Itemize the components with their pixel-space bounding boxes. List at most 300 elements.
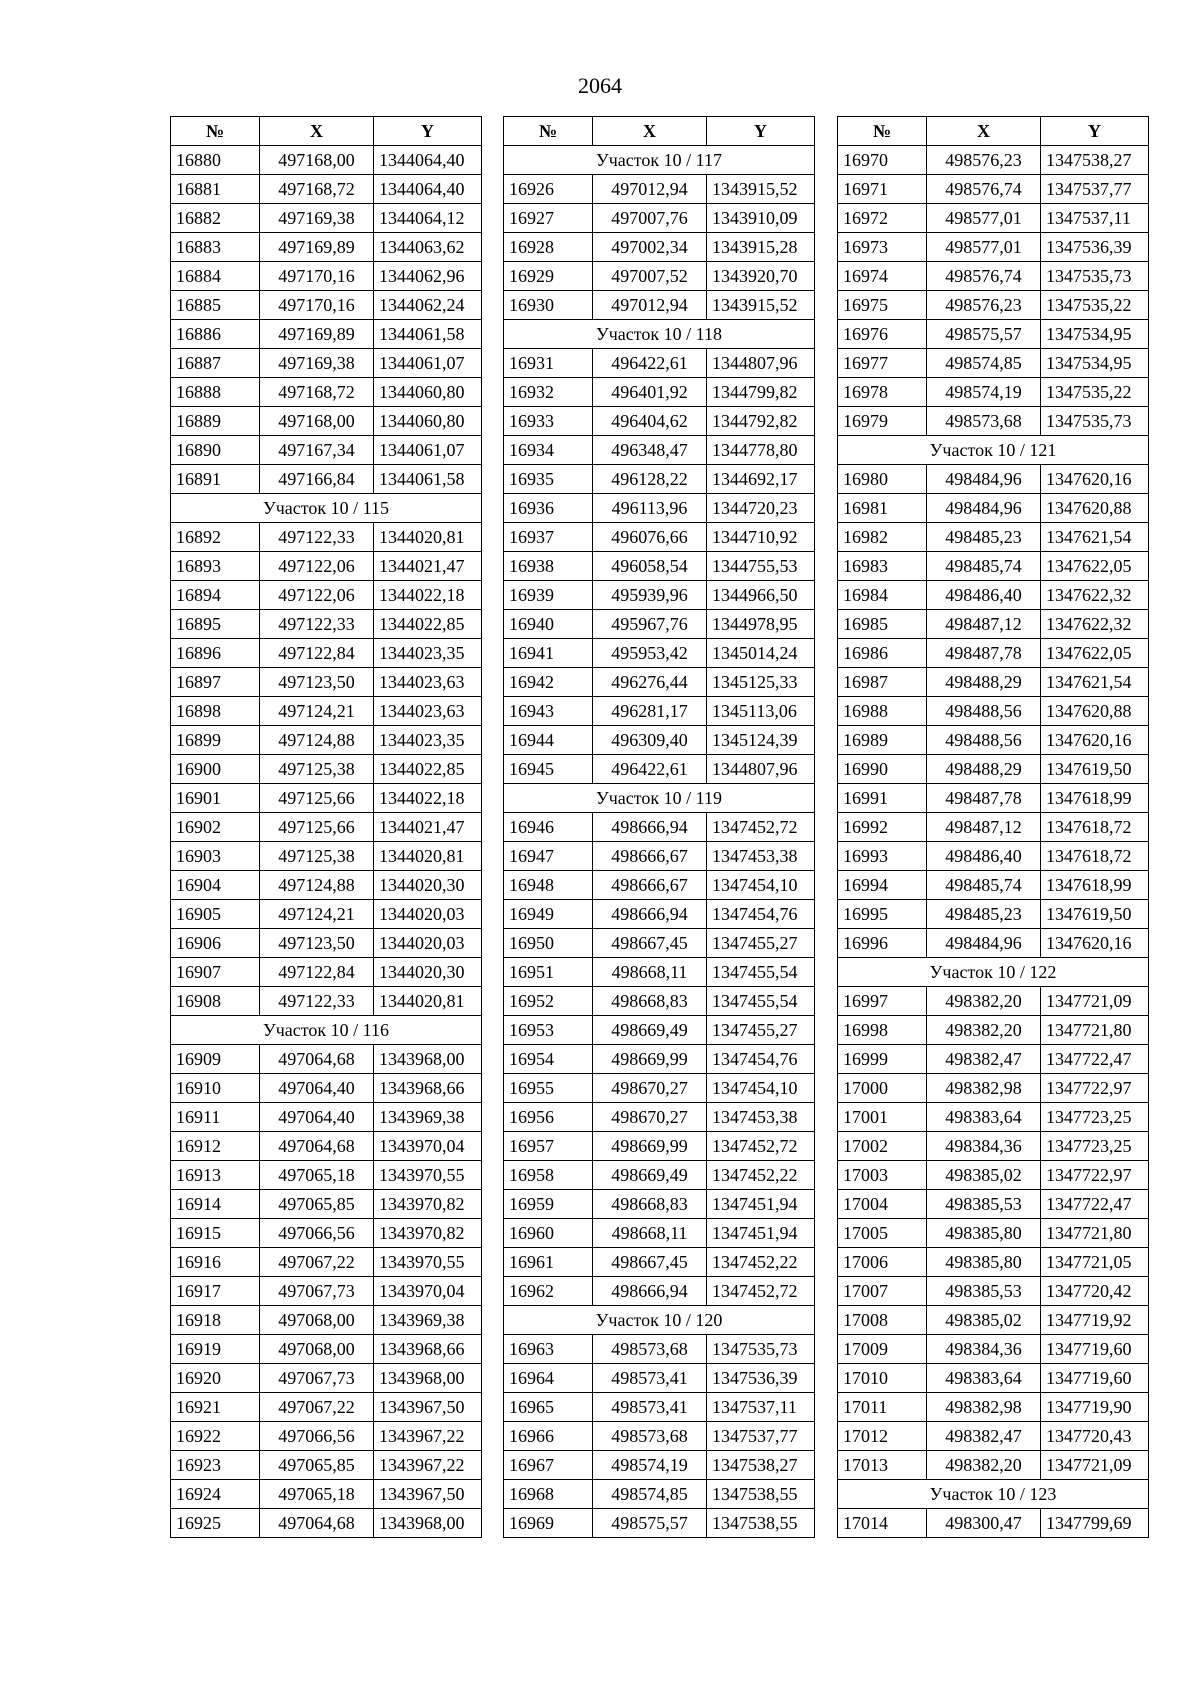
table-row	[504, 610, 815, 639]
table-row	[171, 1422, 482, 1451]
x-coordinate-cell: 498488,56	[927, 726, 1041, 755]
table-row	[838, 291, 1149, 320]
table-row	[504, 639, 815, 668]
y-coordinate-cell: 1344064,12	[374, 204, 482, 233]
x-coordinate-cell: 496422,61	[593, 755, 707, 784]
table-row	[171, 552, 482, 581]
point-number-cell: 16968	[504, 1480, 593, 1509]
y-coordinate-cell: 1344064,40	[374, 175, 482, 204]
point-number-cell: 16890	[171, 436, 260, 465]
y-coordinate-cell: 1347723,25	[1041, 1103, 1149, 1132]
y-coordinate-cell: 1343969,38	[374, 1103, 482, 1132]
y-coordinate-cell: 1347535,73	[1041, 407, 1149, 436]
point-number-cell: 16895	[171, 610, 260, 639]
x-coordinate-cell: 498487,12	[927, 610, 1041, 639]
table-row	[171, 581, 482, 610]
table-row	[504, 349, 815, 378]
y-coordinate-cell: 1344020,03	[374, 900, 482, 929]
point-number-cell: 16882	[171, 204, 260, 233]
y-coordinate-cell: 1347452,22	[707, 1248, 815, 1277]
x-coordinate-cell: 497125,66	[260, 784, 374, 813]
y-coordinate-cell: 1347454,76	[707, 1045, 815, 1074]
x-coordinate-cell: 497169,38	[260, 204, 374, 233]
point-number-cell: 17000	[838, 1074, 927, 1103]
x-coordinate-cell: 498575,57	[593, 1509, 707, 1538]
point-number-cell: 16986	[838, 639, 927, 668]
point-number-cell: 16988	[838, 697, 927, 726]
point-number-cell: 16913	[171, 1161, 260, 1190]
table-row	[171, 1306, 482, 1335]
y-coordinate-cell: 1344020,81	[374, 523, 482, 552]
header-y: Y	[1041, 117, 1149, 146]
point-number-cell: 16944	[504, 726, 593, 755]
x-coordinate-cell: 498576,74	[927, 262, 1041, 291]
x-coordinate-cell: 496422,61	[593, 349, 707, 378]
point-number-cell: 16943	[504, 697, 593, 726]
table-row	[504, 958, 815, 987]
table-row	[171, 291, 482, 320]
y-coordinate-cell: 1347454,76	[707, 900, 815, 929]
point-number-cell: 17005	[838, 1219, 927, 1248]
y-coordinate-cell: 1344710,92	[707, 523, 815, 552]
point-number-cell: 16900	[171, 755, 260, 784]
x-coordinate-cell: 497168,00	[260, 146, 374, 175]
point-number-cell: 16924	[171, 1480, 260, 1509]
x-coordinate-cell: 498385,80	[927, 1219, 1041, 1248]
x-coordinate-cell: 498484,96	[927, 494, 1041, 523]
table-row	[838, 146, 1149, 175]
y-coordinate-cell: 1343970,55	[374, 1161, 482, 1190]
point-number-cell: 16908	[171, 987, 260, 1016]
y-coordinate-cell: 1347720,42	[1041, 1277, 1149, 1306]
section-row	[504, 320, 815, 349]
point-number-cell: 16887	[171, 349, 260, 378]
x-coordinate-cell: 498487,78	[927, 784, 1041, 813]
table-row	[838, 465, 1149, 494]
table-row	[838, 784, 1149, 813]
header-y: Y	[374, 117, 482, 146]
y-coordinate-cell: 1344022,85	[374, 755, 482, 784]
x-coordinate-cell: 497066,56	[260, 1422, 374, 1451]
table-row	[504, 1335, 815, 1364]
x-coordinate-cell: 498382,20	[927, 987, 1041, 1016]
table-row	[171, 610, 482, 639]
y-coordinate-cell: 1347721,05	[1041, 1248, 1149, 1277]
x-coordinate-cell: 498669,99	[593, 1132, 707, 1161]
y-coordinate-cell: 1343970,04	[374, 1132, 482, 1161]
y-coordinate-cell: 1344023,35	[374, 726, 482, 755]
table-row	[171, 1132, 482, 1161]
y-coordinate-cell: 1347454,10	[707, 871, 815, 900]
point-number-cell: 16922	[171, 1422, 260, 1451]
y-coordinate-cell: 1347620,88	[1041, 697, 1149, 726]
table-row	[171, 755, 482, 784]
x-coordinate-cell: 498666,67	[593, 871, 707, 900]
y-coordinate-cell: 1344020,30	[374, 871, 482, 900]
x-coordinate-cell: 498574,19	[593, 1451, 707, 1480]
x-coordinate-cell: 497065,18	[260, 1161, 374, 1190]
x-coordinate-cell: 498666,67	[593, 842, 707, 871]
table-row	[171, 987, 482, 1016]
coordinates-table-1	[170, 116, 482, 1538]
table-row	[838, 552, 1149, 581]
point-number-cell: 16927	[504, 204, 593, 233]
point-number-cell: 16928	[504, 233, 593, 262]
x-coordinate-cell: 498669,99	[593, 1045, 707, 1074]
table-row	[838, 1190, 1149, 1219]
y-coordinate-cell: 1344061,07	[374, 436, 482, 465]
table-row	[838, 320, 1149, 349]
y-coordinate-cell: 1347622,05	[1041, 552, 1149, 581]
x-coordinate-cell: 497123,50	[260, 929, 374, 958]
x-coordinate-cell: 498668,11	[593, 1219, 707, 1248]
table-row	[171, 1393, 482, 1422]
x-coordinate-cell: 497064,68	[260, 1045, 374, 1074]
header-y: Y	[707, 117, 815, 146]
x-coordinate-cell: 497064,40	[260, 1103, 374, 1132]
table-row	[504, 1132, 815, 1161]
point-number-cell: 16949	[504, 900, 593, 929]
table-row	[838, 349, 1149, 378]
table-row	[504, 871, 815, 900]
section-title: Участок 10 / 121	[838, 436, 1149, 465]
x-coordinate-cell: 498666,94	[593, 813, 707, 842]
table-row	[171, 871, 482, 900]
table-row	[171, 1190, 482, 1219]
point-number-cell: 16962	[504, 1277, 593, 1306]
point-number-cell: 17001	[838, 1103, 927, 1132]
point-number-cell: 16894	[171, 581, 260, 610]
x-coordinate-cell: 498488,29	[927, 755, 1041, 784]
table-row	[171, 523, 482, 552]
table-row	[504, 842, 815, 871]
point-number-cell: 16954	[504, 1045, 593, 1074]
table-row	[171, 378, 482, 407]
point-number-cell: 16987	[838, 668, 927, 697]
point-number-cell: 16919	[171, 1335, 260, 1364]
point-number-cell: 16974	[838, 262, 927, 291]
x-coordinate-cell: 497124,88	[260, 871, 374, 900]
x-coordinate-cell: 496128,22	[593, 465, 707, 494]
x-coordinate-cell: 497169,38	[260, 349, 374, 378]
x-coordinate-cell: 498382,47	[927, 1045, 1041, 1074]
point-number-cell: 17007	[838, 1277, 927, 1306]
y-coordinate-cell: 1344778,80	[707, 436, 815, 465]
point-number-cell: 16978	[838, 378, 927, 407]
point-number-cell: 16897	[171, 668, 260, 697]
y-coordinate-cell: 1347722,97	[1041, 1074, 1149, 1103]
point-number-cell: 16963	[504, 1335, 593, 1364]
point-number-cell: 16945	[504, 755, 593, 784]
x-coordinate-cell: 497125,66	[260, 813, 374, 842]
x-coordinate-cell: 497168,72	[260, 378, 374, 407]
point-number-cell: 17006	[838, 1248, 927, 1277]
y-coordinate-cell: 1344792,82	[707, 407, 815, 436]
table-row	[504, 523, 815, 552]
table-row	[838, 929, 1149, 958]
y-coordinate-cell: 1344062,24	[374, 291, 482, 320]
point-number-cell: 16914	[171, 1190, 260, 1219]
y-coordinate-cell: 1347455,54	[707, 987, 815, 1016]
table-row	[504, 1045, 815, 1074]
x-coordinate-cell: 496401,92	[593, 378, 707, 407]
y-coordinate-cell: 1344063,62	[374, 233, 482, 262]
y-coordinate-cell: 1344062,96	[374, 262, 482, 291]
x-coordinate-cell: 498485,74	[927, 871, 1041, 900]
table-row	[838, 262, 1149, 291]
x-coordinate-cell: 498573,41	[593, 1393, 707, 1422]
table-row	[504, 1277, 815, 1306]
x-coordinate-cell: 498574,85	[927, 349, 1041, 378]
table-row	[838, 1161, 1149, 1190]
x-coordinate-cell: 498666,94	[593, 1277, 707, 1306]
table-row	[838, 1016, 1149, 1045]
x-coordinate-cell: 498667,45	[593, 929, 707, 958]
table-row	[504, 1451, 815, 1480]
table-row	[838, 1393, 1149, 1422]
table-row	[838, 204, 1149, 233]
point-number-cell: 16980	[838, 465, 927, 494]
y-coordinate-cell: 1347537,11	[1041, 204, 1149, 233]
x-coordinate-cell: 497067,22	[260, 1393, 374, 1422]
point-number-cell: 16912	[171, 1132, 260, 1161]
y-coordinate-cell: 1347719,90	[1041, 1393, 1149, 1422]
point-number-cell: 16916	[171, 1248, 260, 1277]
coordinates-table-3	[837, 116, 1149, 1538]
y-coordinate-cell: 1343968,00	[374, 1509, 482, 1538]
point-number-cell: 16970	[838, 146, 927, 175]
point-number-cell: 16893	[171, 552, 260, 581]
x-coordinate-cell: 498573,68	[593, 1422, 707, 1451]
point-number-cell: 16917	[171, 1277, 260, 1306]
x-coordinate-cell: 498488,56	[927, 697, 1041, 726]
table-row	[504, 668, 815, 697]
point-number-cell: 16906	[171, 929, 260, 958]
table-row	[838, 175, 1149, 204]
point-number-cell: 17013	[838, 1451, 927, 1480]
point-number-cell: 16965	[504, 1393, 593, 1422]
y-coordinate-cell: 1345113,06	[707, 697, 815, 726]
table-row	[171, 233, 482, 262]
point-number-cell: 16920	[171, 1364, 260, 1393]
y-coordinate-cell: 1344023,63	[374, 668, 482, 697]
table-row	[171, 784, 482, 813]
y-coordinate-cell: 1347618,72	[1041, 813, 1149, 842]
y-coordinate-cell: 1347538,27	[707, 1451, 815, 1480]
y-coordinate-cell: 1347451,94	[707, 1190, 815, 1219]
table-row	[838, 842, 1149, 871]
x-coordinate-cell: 498573,68	[927, 407, 1041, 436]
table-row	[171, 639, 482, 668]
x-coordinate-cell: 498666,94	[593, 900, 707, 929]
x-coordinate-cell: 498486,40	[927, 581, 1041, 610]
x-coordinate-cell: 498575,57	[927, 320, 1041, 349]
x-coordinate-cell: 498384,36	[927, 1335, 1041, 1364]
point-number-cell: 17011	[838, 1393, 927, 1422]
x-coordinate-cell: 498577,01	[927, 204, 1041, 233]
table-row	[504, 291, 815, 320]
table-row	[504, 436, 815, 465]
x-coordinate-cell: 497065,85	[260, 1451, 374, 1480]
table-row	[171, 1045, 482, 1074]
point-number-cell: 17009	[838, 1335, 927, 1364]
y-coordinate-cell: 1347452,72	[707, 1132, 815, 1161]
point-number-cell: 16931	[504, 349, 593, 378]
point-number-cell: 16996	[838, 929, 927, 958]
y-coordinate-cell: 1347618,99	[1041, 871, 1149, 900]
point-number-cell: 16888	[171, 378, 260, 407]
point-number-cell: 16999	[838, 1045, 927, 1074]
coordinates-table-2	[503, 116, 815, 1538]
point-number-cell: 16967	[504, 1451, 593, 1480]
x-coordinate-cell: 498670,27	[593, 1074, 707, 1103]
table-row	[504, 1016, 815, 1045]
table-row	[504, 1103, 815, 1132]
x-coordinate-cell: 498382,20	[927, 1016, 1041, 1045]
y-coordinate-cell: 1344022,85	[374, 610, 482, 639]
point-number-cell: 16930	[504, 291, 593, 320]
table-row	[838, 581, 1149, 610]
x-coordinate-cell: 498382,98	[927, 1074, 1041, 1103]
y-coordinate-cell: 1344807,96	[707, 349, 815, 378]
x-coordinate-cell: 495967,76	[593, 610, 707, 639]
point-number-cell: 16896	[171, 639, 260, 668]
point-number-cell: 16992	[838, 813, 927, 842]
point-number-cell: 16904	[171, 871, 260, 900]
table-row	[504, 1161, 815, 1190]
point-number-cell: 16940	[504, 610, 593, 639]
point-number-cell: 16982	[838, 523, 927, 552]
point-number-cell: 16939	[504, 581, 593, 610]
x-coordinate-cell: 497166,84	[260, 465, 374, 494]
x-coordinate-cell: 498667,45	[593, 1248, 707, 1277]
point-number-cell: 16948	[504, 871, 593, 900]
y-coordinate-cell: 1344020,81	[374, 987, 482, 1016]
y-coordinate-cell: 1347721,80	[1041, 1016, 1149, 1045]
table-row	[504, 726, 815, 755]
header-number: №	[171, 117, 260, 146]
table-row	[171, 407, 482, 436]
point-number-cell: 16966	[504, 1422, 593, 1451]
y-coordinate-cell: 1347537,77	[1041, 175, 1149, 204]
table-row	[838, 871, 1149, 900]
x-coordinate-cell: 498485,23	[927, 900, 1041, 929]
x-coordinate-cell: 498487,12	[927, 813, 1041, 842]
point-number-cell: 16905	[171, 900, 260, 929]
y-coordinate-cell: 1344061,58	[374, 465, 482, 494]
point-number-cell: 16941	[504, 639, 593, 668]
x-coordinate-cell: 497012,94	[593, 291, 707, 320]
x-coordinate-cell: 498385,02	[927, 1161, 1041, 1190]
y-coordinate-cell: 1343968,00	[374, 1045, 482, 1074]
page-number: 2064	[578, 73, 622, 98]
table-row	[171, 900, 482, 929]
table-row	[504, 1364, 815, 1393]
y-coordinate-cell: 1344060,80	[374, 407, 482, 436]
table-row	[838, 610, 1149, 639]
x-coordinate-cell: 498488,29	[927, 668, 1041, 697]
x-coordinate-cell: 497007,52	[593, 262, 707, 291]
point-number-cell: 16932	[504, 378, 593, 407]
point-number-cell: 16956	[504, 1103, 593, 1132]
y-coordinate-cell: 1347455,27	[707, 1016, 815, 1045]
table-row	[504, 494, 815, 523]
y-coordinate-cell: 1344807,96	[707, 755, 815, 784]
section-title: Участок 10 / 119	[504, 784, 815, 813]
point-number-cell: 17002	[838, 1132, 927, 1161]
table-row	[171, 813, 482, 842]
table-row	[504, 175, 815, 204]
x-coordinate-cell: 498487,78	[927, 639, 1041, 668]
x-coordinate-cell: 497122,33	[260, 610, 374, 639]
point-number-cell: 16947	[504, 842, 593, 871]
y-coordinate-cell: 1347622,05	[1041, 639, 1149, 668]
section-row	[504, 1306, 815, 1335]
x-coordinate-cell: 497067,73	[260, 1277, 374, 1306]
table-row	[838, 1074, 1149, 1103]
x-coordinate-cell: 495939,96	[593, 581, 707, 610]
y-coordinate-cell: 1344966,50	[707, 581, 815, 610]
section-title: Участок 10 / 120	[504, 1306, 815, 1335]
y-coordinate-cell: 1347538,55	[707, 1480, 815, 1509]
y-coordinate-cell: 1347535,22	[1041, 378, 1149, 407]
x-coordinate-cell: 497170,16	[260, 262, 374, 291]
y-coordinate-cell: 1347453,38	[707, 842, 815, 871]
table-row	[504, 581, 815, 610]
point-number-cell: 16892	[171, 523, 260, 552]
y-coordinate-cell: 1345124,39	[707, 726, 815, 755]
point-number-cell: 16909	[171, 1045, 260, 1074]
y-coordinate-cell: 1343967,22	[374, 1451, 482, 1480]
table-row	[838, 494, 1149, 523]
y-coordinate-cell: 1347534,95	[1041, 320, 1149, 349]
point-number-cell: 16960	[504, 1219, 593, 1248]
point-number-cell: 16971	[838, 175, 927, 204]
x-coordinate-cell: 498383,64	[927, 1364, 1041, 1393]
x-coordinate-cell: 497123,50	[260, 668, 374, 697]
y-coordinate-cell: 1344799,82	[707, 378, 815, 407]
point-number-cell: 17012	[838, 1422, 927, 1451]
table-row	[838, 1509, 1149, 1538]
y-coordinate-cell: 1347722,47	[1041, 1045, 1149, 1074]
table-row	[171, 349, 482, 378]
x-coordinate-cell: 496348,47	[593, 436, 707, 465]
x-coordinate-cell: 497064,68	[260, 1132, 374, 1161]
point-number-cell: 16883	[171, 233, 260, 262]
section-title: Участок 10 / 118	[504, 320, 815, 349]
header-x: X	[260, 117, 374, 146]
x-coordinate-cell: 498574,85	[593, 1480, 707, 1509]
y-coordinate-cell: 1343967,50	[374, 1480, 482, 1509]
x-coordinate-cell: 498576,23	[927, 146, 1041, 175]
point-number-cell: 16891	[171, 465, 260, 494]
section-title: Участок 10 / 115	[171, 494, 482, 523]
point-number-cell: 16907	[171, 958, 260, 987]
x-coordinate-cell: 498670,27	[593, 1103, 707, 1132]
point-number-cell: 16998	[838, 1016, 927, 1045]
x-coordinate-cell: 497064,68	[260, 1509, 374, 1538]
point-number-cell: 16975	[838, 291, 927, 320]
y-coordinate-cell: 1347722,97	[1041, 1161, 1149, 1190]
section-row	[504, 146, 815, 175]
table-row	[171, 204, 482, 233]
x-coordinate-cell: 498382,47	[927, 1422, 1041, 1451]
table-row	[171, 1277, 482, 1306]
point-number-cell: 16926	[504, 175, 593, 204]
section-row	[838, 1480, 1149, 1509]
y-coordinate-cell: 1347721,09	[1041, 987, 1149, 1016]
table-row	[838, 233, 1149, 262]
